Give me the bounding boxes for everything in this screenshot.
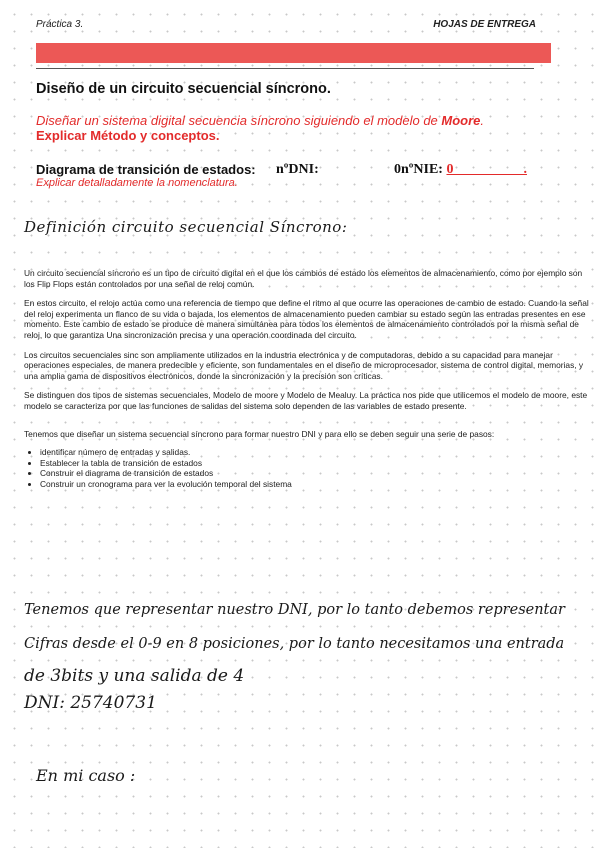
header-divider xyxy=(36,68,534,69)
handwritten-note-line: Cifras desde el 0-9 en 8 posiciones, por lo tanto necesitamos una entrada xyxy=(24,636,565,652)
subtitle-suffix: . xyxy=(480,113,485,128)
handwritten-definition-heading: Definición circuito secuencial Síncrono: xyxy=(24,218,348,236)
handwritten-note-line: de 3bits y una salida de 4 xyxy=(24,666,245,686)
subtitle-prefix: Diseñar un sistema digital secuencia síncrono siguiendo el modelo de xyxy=(36,113,442,128)
subtitle-line-1 xyxy=(36,113,556,128)
paragraph-2: En estos circuito, el relojo actúa como una referencia de tiempo que define el ritmo al que ocurre las operaciones de cambio de estado. Cuando la señal del reloj experimenta un flanco de su vida o bajada, los elementos de almacenamiento pueden cambiar su estado según las entradas presentes en ese momento. Este cambio de estado se produce de manera simultánea para todos los elementos de almacenamiento controlados por la misma señal de reloj, lo que garantiza Una sincronización precisa y una operación coordinada del circuito. xyxy=(24,298,589,340)
body-text xyxy=(24,268,590,490)
list-item: • Construir el diagrama de transición de estados xyxy=(40,468,590,479)
header-red-band xyxy=(36,43,551,63)
steps-list xyxy=(24,447,590,489)
nie-label xyxy=(394,162,527,178)
page-title: Diseño de un circuito secuencial síncrono. xyxy=(36,81,331,97)
dni-label: nºDNI: xyxy=(276,162,319,177)
list-item: • Establecer la tabla de transición de estados xyxy=(40,458,590,469)
paragraph-3: Los circuitos secuenciales sinc son ampliamente utilizados en la industria electrónica y de computadoras, debido a su capacidad para manejar operaciones especiales, de manera predecible y eficiente, son fundamentales en el diseño de microprocesador, sistema de control digital, memorias, y una amplia gama de dispositivos electrónicos, donde la sincronización y la precisión son críticas. xyxy=(24,349,584,381)
paragraph-4: Se distinguen dos tipos de sistemas secuenciales, Modelo de moore y Modelo de Mealuy. La práctica nos pide que utilicemos el modelo de moore, este modelo se caracteriza por que las funciones de salidas del sistema solo dependen de las variables de estado presente. xyxy=(24,390,588,411)
handwritten-dni: DNI: 25740731 xyxy=(24,693,157,713)
diagram-label: Diagrama de transición de estados: xyxy=(36,162,256,177)
subtitle-moore: Moore xyxy=(441,113,481,128)
header-delivery-sheets: HOJAS DE ENTREGA xyxy=(433,19,536,30)
list-item: • identificar número de entradas y salidas. xyxy=(40,447,590,458)
paragraph-1: Un circuito secuencial síncrono es un tipo de circuito digital en el que los cambios de estado los elementos de almacenamiento, como por ejemplo son los Flip Flops están controlados por una señal de reloj común. xyxy=(24,268,583,289)
header-practice-number: Práctica 3. xyxy=(36,19,84,30)
handwritten-note-line: Tenemos que representar nuestro DNI, por lo tanto debemos representar xyxy=(24,602,565,618)
nie-value: 0__________. xyxy=(446,162,527,177)
nie-label-text: 0nºNIE: xyxy=(394,162,447,177)
subtitle-line-2: Explicar Método y conceptos. xyxy=(36,128,220,143)
steps-intro: Tenemos que diseñar un sistema secuencial síncrono para formar nuestro DNI y para ello se deben seguir una serie de pasos: xyxy=(24,428,495,439)
nomenclature-instruction: Explicar detalladamente la nomenclatura. xyxy=(36,177,238,189)
list-item: • Construir un cronograma para ver la evolución temporal del sistema xyxy=(40,479,590,490)
handwritten-my-case: En mi caso : xyxy=(36,766,136,785)
assignment-subtitle xyxy=(36,113,556,143)
